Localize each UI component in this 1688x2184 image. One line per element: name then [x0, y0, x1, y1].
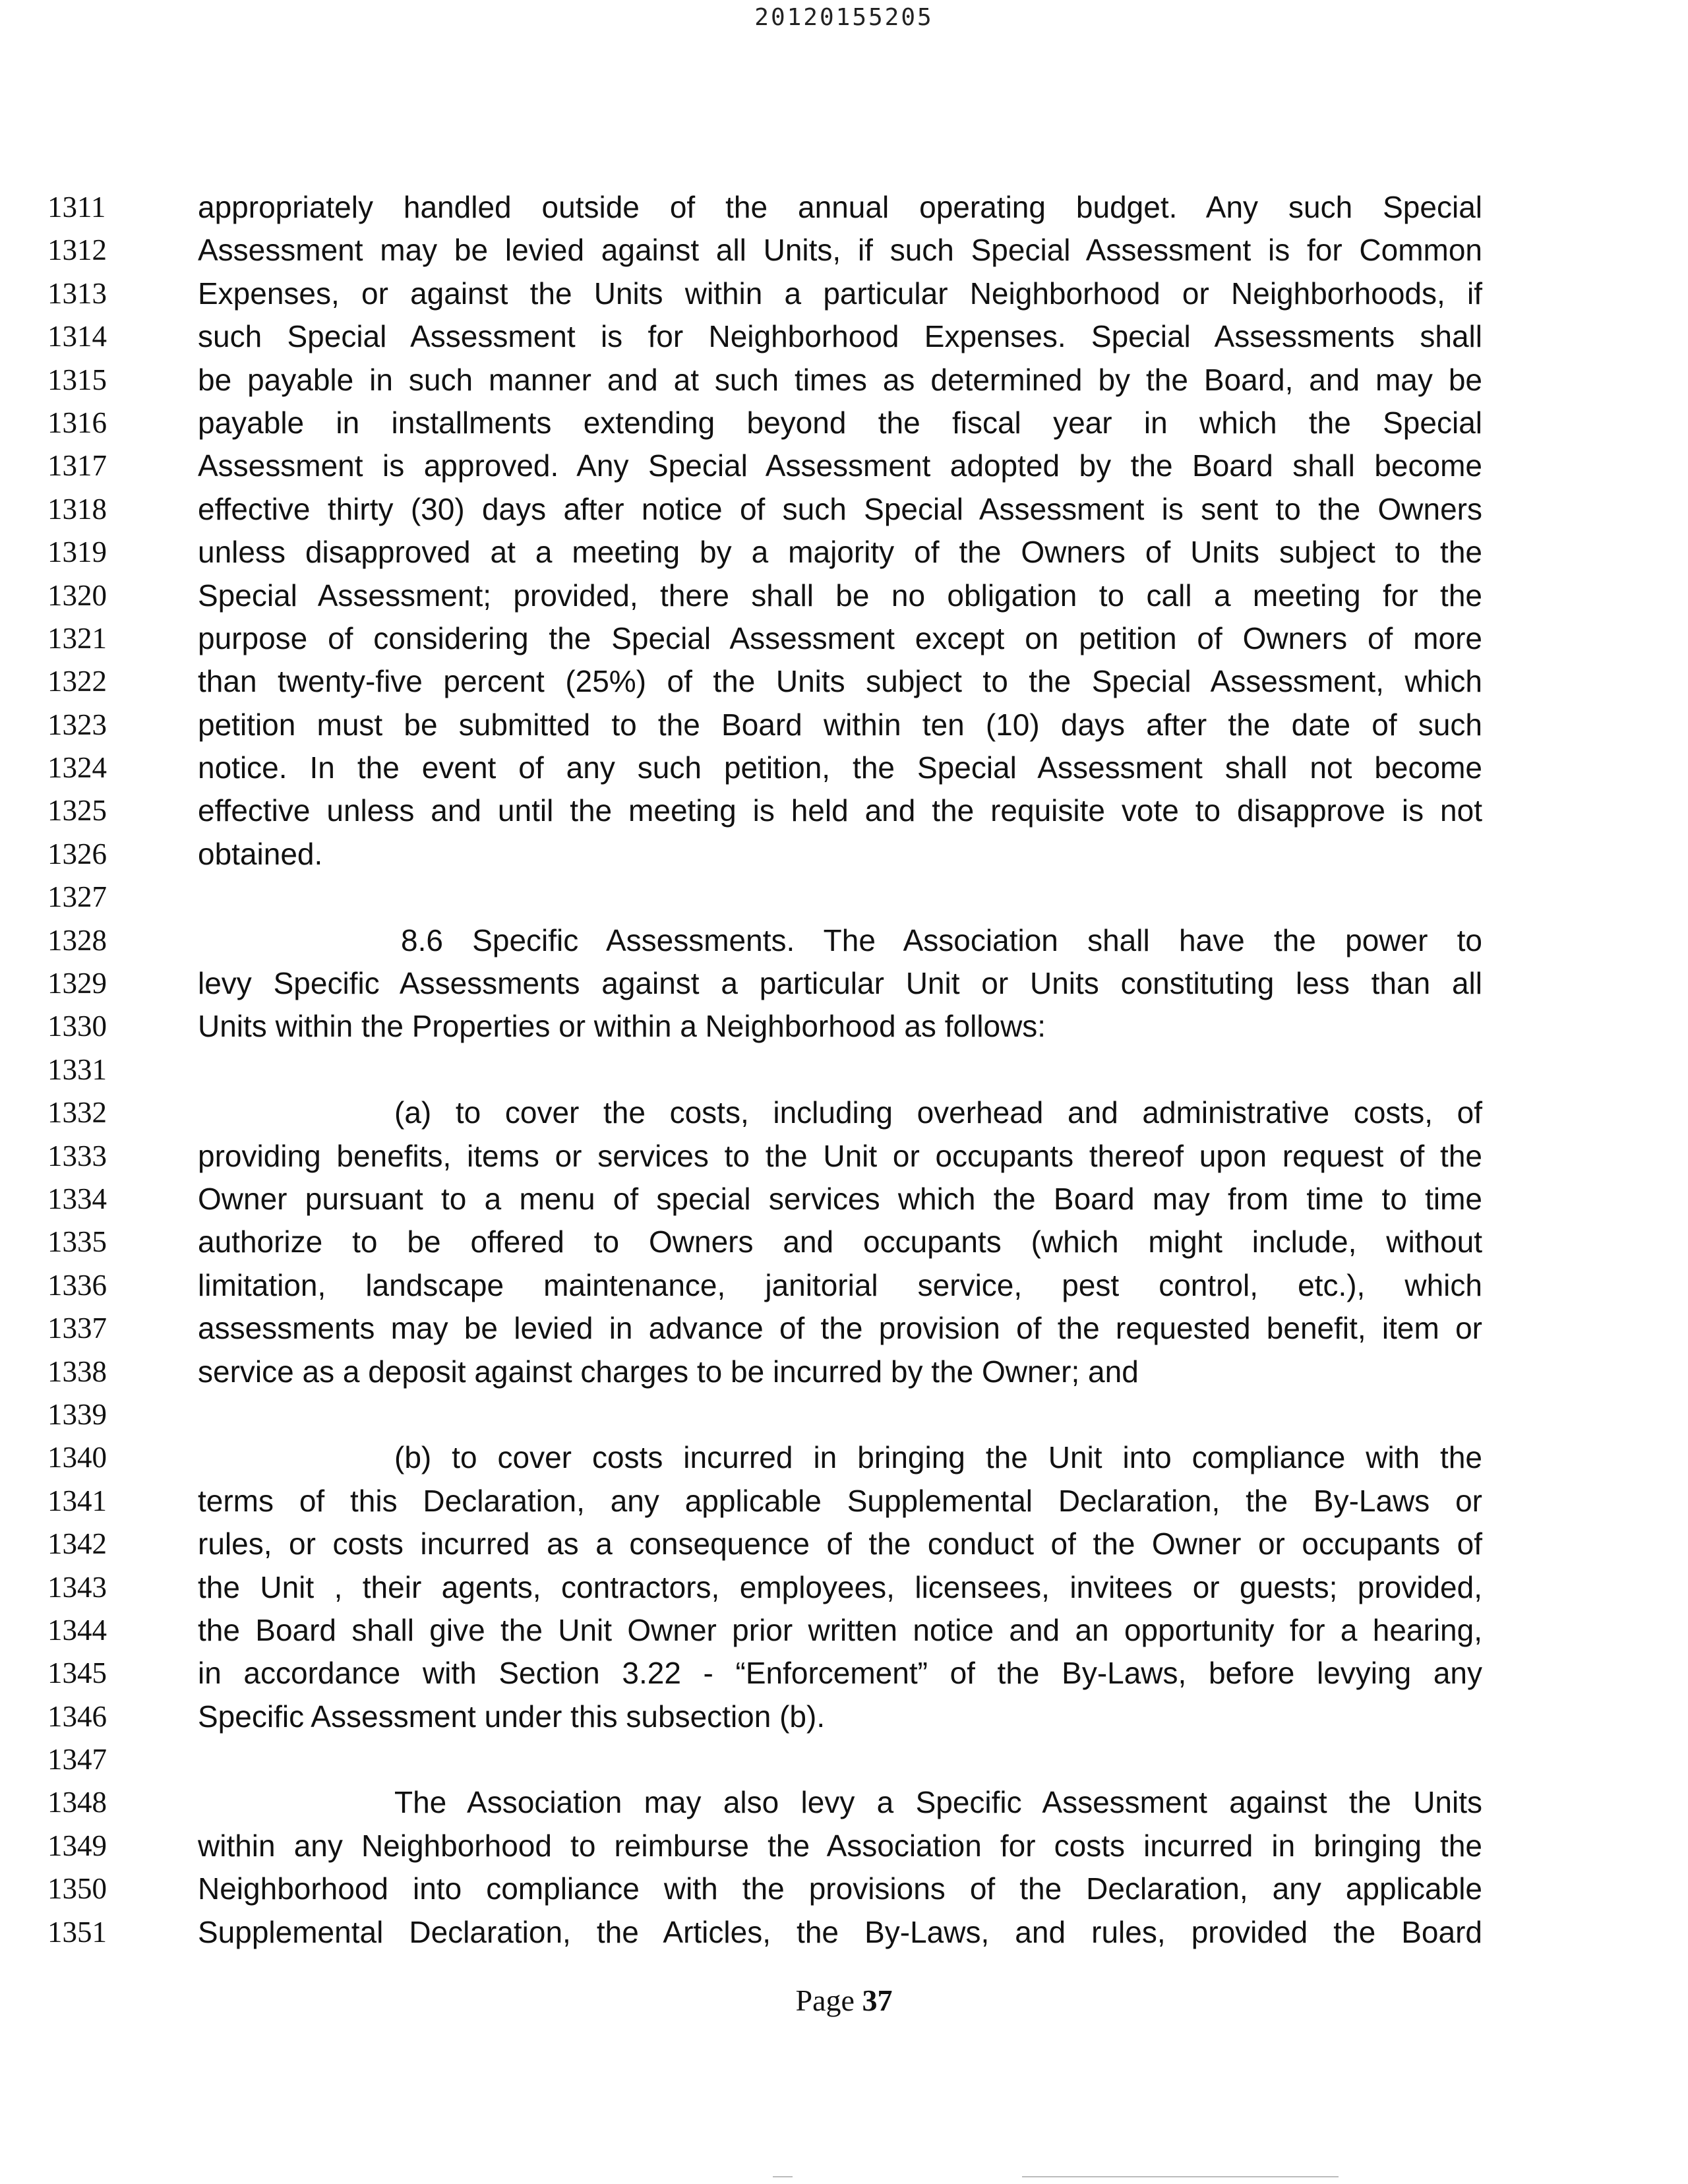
document-line — [0, 833, 1688, 876]
line-number: 1341 — [47, 1484, 107, 1517]
document-line — [0, 1350, 1688, 1393]
line-text: effective thirty (30) days after notice of such Special Assessment is sent to the Owners — [198, 491, 1482, 526]
line-text: service as a deposit against charges to be incurred by the Owner; and — [198, 1354, 1139, 1389]
document-body — [0, 186, 1688, 1954]
line-text: Units within the Properties or within a Neighborhood as follows: — [198, 1009, 1046, 1044]
line-number: 1347 — [47, 1743, 107, 1776]
line-number: 1330 — [47, 1010, 107, 1043]
document-line — [0, 1221, 1688, 1263]
line-number: 1326 — [47, 837, 107, 870]
line-text: terms of this Declaration, any applicable Supplemental Declaration, the By-Laws or — [198, 1483, 1482, 1518]
document-line — [0, 1436, 1688, 1479]
document-line — [0, 746, 1688, 789]
document-line — [0, 444, 1688, 487]
line-number: 1343 — [47, 1570, 107, 1604]
line-text: payable in installments extending beyond the fiscal year in which the Special — [198, 405, 1482, 440]
document-line — [0, 1523, 1688, 1565]
line-number: 1342 — [47, 1527, 107, 1561]
line-text: effective unless and until the meeting is held and the requisite vote to disapprove is not — [198, 793, 1482, 828]
document-line — [0, 789, 1688, 832]
document-line — [0, 359, 1688, 402]
line-number: 1316 — [47, 406, 107, 439]
document-line — [0, 660, 1688, 703]
document-line — [0, 1264, 1688, 1307]
line-number: 1340 — [47, 1441, 107, 1474]
line-number: 1346 — [47, 1699, 107, 1733]
page-label: Page — [795, 1984, 855, 2017]
line-text: The Association may also levy a Specific Assessment against the Units — [394, 1785, 1482, 1820]
line-text: notice. In the event of any such petition, the Special Assessment shall not become — [198, 750, 1482, 785]
line-number: 1334 — [47, 1182, 107, 1215]
document-line — [0, 1566, 1688, 1609]
line-text: Assessment is approved. Any Special Assessment adopted by the Board shall become — [198, 448, 1482, 483]
document-line — [0, 1825, 1688, 1867]
line-number: 1345 — [47, 1656, 107, 1690]
document-line — [0, 1048, 1688, 1091]
line-number: 1349 — [47, 1829, 107, 1862]
line-text: the Unit , their agents, contractors, employees, licensees, invitees or guests; provided, — [198, 1569, 1482, 1604]
document-line — [0, 1307, 1688, 1350]
document-line — [0, 1178, 1688, 1221]
line-number: 1348 — [47, 1786, 107, 1819]
line-text: rules, or costs incurred as a consequence of the conduct of the Owner or occupants of — [198, 1527, 1482, 1562]
document-line — [0, 962, 1688, 1005]
document-line — [0, 1738, 1688, 1781]
line-number: 1311 — [47, 191, 106, 224]
line-text: assessments may be levied in advance of the provision of the requested benefit, item or — [198, 1311, 1482, 1346]
line-text: within any Neighborhood to reimburse the Association for costs incurred in bringing the — [198, 1828, 1482, 1863]
line-text: providing benefits, items or services to the Unit or occupants thereof upon request of the — [198, 1138, 1482, 1173]
line-text: appropriately handled outside of the annual operating budget. Any such Special — [198, 190, 1482, 224]
document-line — [0, 315, 1688, 358]
scan-mark — [1022, 2176, 1339, 2177]
line-number: 1314 — [47, 320, 107, 353]
line-text: authorize to be offered to Owners and occupants (which might include, without — [198, 1225, 1482, 1259]
line-number: 1333 — [47, 1139, 107, 1172]
line-number: 1350 — [47, 1872, 107, 1906]
line-number: 1323 — [47, 708, 107, 741]
line-text: petition must be submitted to the Board within ten (10) days after the date of such — [198, 707, 1482, 742]
line-text: (b) to cover costs incurred in bringing the Unit into compliance with the — [394, 1440, 1482, 1475]
line-number: 1344 — [47, 1613, 107, 1647]
document-line — [0, 876, 1688, 919]
line-number: 1318 — [47, 492, 107, 526]
document-line — [0, 229, 1688, 272]
document-line — [0, 574, 1688, 617]
document-line — [0, 402, 1688, 444]
scan-mark — [773, 2176, 793, 2177]
document-line — [0, 1135, 1688, 1178]
line-text: Supplemental Declaration, the Articles, the By-Laws, and rules, provided the Board — [198, 1914, 1482, 1949]
line-number: 1312 — [47, 233, 107, 267]
document-line — [0, 1781, 1688, 1824]
line-number: 1321 — [47, 621, 107, 655]
line-text: unless disapproved at a meeting by a majority of the Owners of Units subject to the — [198, 535, 1482, 570]
document-line — [0, 531, 1688, 574]
document-line — [0, 1911, 1688, 1954]
page-number: 37 — [862, 1984, 893, 2017]
page-footer — [0, 1983, 1688, 2018]
document-line — [0, 919, 1688, 962]
document-line — [0, 1393, 1688, 1436]
line-number: 1331 — [47, 1052, 107, 1086]
line-number: 1324 — [47, 751, 107, 785]
line-text: Special Assessment; provided, there shall be no obligation to call a meeting for the — [198, 578, 1482, 613]
line-number: 1351 — [47, 1915, 107, 1949]
document-line — [0, 617, 1688, 660]
document-line — [0, 1695, 1688, 1738]
document-line — [0, 1480, 1688, 1523]
line-number: 1332 — [47, 1096, 107, 1130]
document-line — [0, 272, 1688, 315]
line-number: 1329 — [47, 967, 107, 1000]
line-number: 1336 — [47, 1268, 107, 1302]
document-line — [0, 1005, 1688, 1048]
line-number: 1338 — [47, 1354, 107, 1388]
line-text: be payable in such manner and at such times as determined by the Board, and may be — [198, 362, 1482, 397]
line-text: limitation, landscape maintenance, janitorial service, pest control, etc.), which — [198, 1267, 1482, 1302]
line-number: 1337 — [47, 1312, 107, 1345]
document-line — [0, 1652, 1688, 1695]
line-number: 1319 — [47, 535, 107, 569]
line-number: 1322 — [47, 665, 107, 698]
line-text: Specific Assessment under this subsection (b). — [198, 1699, 826, 1734]
line-number: 1320 — [47, 578, 107, 612]
line-text: purpose of considering the Special Assessment except on petition of Owners of more — [198, 621, 1482, 655]
line-number: 1339 — [47, 1397, 107, 1431]
line-text: obtained. — [198, 836, 323, 871]
document-line — [0, 1091, 1688, 1134]
line-text: Assessment may be levied against all Units, if such Special Assessment is for Common — [198, 233, 1482, 268]
line-number: 1317 — [47, 449, 107, 483]
line-number: 1313 — [47, 276, 107, 310]
document-line — [0, 488, 1688, 531]
document-line — [0, 186, 1688, 229]
document-line — [0, 1867, 1688, 1910]
line-text: than twenty-five percent (25%) of the Units subject to the Special Assessment, which — [198, 664, 1482, 699]
line-text: levy Specific Assessments against a particular Unit or Units constituting less than all — [198, 966, 1482, 1001]
line-number: 1327 — [47, 880, 107, 914]
line-text: 8.6 Specific Assessments. The Association shall have the power to — [401, 923, 1482, 957]
document-line — [0, 1609, 1688, 1652]
line-text: Owner pursuant to a menu of special services which the Board may from time to time — [198, 1181, 1482, 1216]
document-number: 20120155205 — [754, 4, 934, 31]
line-text: Neighborhood into compliance with the provisions of the Declaration, any applicable — [198, 1871, 1482, 1906]
document-line — [0, 704, 1688, 746]
line-text: (a) to cover the costs, including overhead and administrative costs, of — [394, 1095, 1482, 1130]
line-text: such Special Assessment is for Neighborhood Expenses. Special Assessments shall — [198, 319, 1482, 354]
line-number: 1315 — [47, 363, 107, 396]
line-number: 1325 — [47, 794, 107, 828]
line-number: 1335 — [47, 1225, 107, 1259]
line-text: Expenses, or against the Units within a particular Neighborhood or Neighborhoods, if — [198, 276, 1482, 311]
line-text: in accordance with Section 3.22 - “Enforcement” of the By-Laws, before levying any — [198, 1656, 1482, 1691]
line-text: the Board shall give the Unit Owner prior written notice and an opportunity for a hearing, — [198, 1612, 1482, 1647]
line-number: 1328 — [47, 923, 107, 957]
